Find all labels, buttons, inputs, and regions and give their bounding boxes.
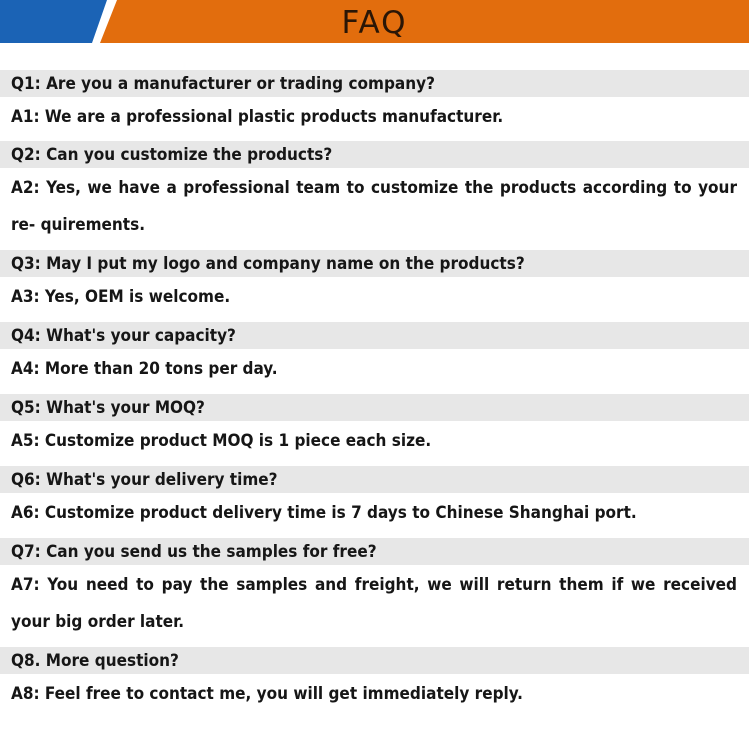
faq-answer-4: A4: More than 20 tons per day. bbox=[0, 349, 749, 394]
faq-answer-8: A8: Feel free to contact me, you will get immediately reply. bbox=[0, 674, 749, 719]
faq-question-8: Q8. More question? bbox=[0, 647, 749, 674]
faq-question-1: Q1: Are you a manufacturer or trading company? bbox=[0, 70, 749, 97]
faq-question-6: Q6: What's your delivery time? bbox=[0, 466, 749, 493]
faq-answer-7: A7: You need to pay the samples and freight, we will return them if we received your big order later. bbox=[0, 565, 749, 647]
faq-question-5: Q5: What's your MOQ? bbox=[0, 394, 749, 421]
faq-answer-2: A2: Yes, we have a professional team to customize the products according to your re- quirements. bbox=[0, 168, 749, 250]
faq-answer-3: A3: Yes, OEM is welcome. bbox=[0, 277, 749, 322]
page-title: FAQ bbox=[341, 5, 408, 41]
faq-question-2: Q2: Can you customize the products? bbox=[0, 141, 749, 168]
faq-question-4: Q4: What's your capacity? bbox=[0, 322, 749, 349]
faq-question-3: Q3: May I put my logo and company name on the products? bbox=[0, 250, 749, 277]
faq-list bbox=[0, 70, 749, 719]
faq-answer-5: A5: Customize product MOQ is 1 piece each size. bbox=[0, 421, 749, 466]
faq-banner bbox=[0, 0, 749, 43]
faq-answer-1: A1: We are a professional plastic products manufacturer. bbox=[0, 97, 749, 141]
faq-answer-6: A6: Customize product delivery time is 7 days to Chinese Shanghai port. bbox=[0, 493, 749, 538]
faq-question-7: Q7: Can you send us the samples for free? bbox=[0, 538, 749, 565]
